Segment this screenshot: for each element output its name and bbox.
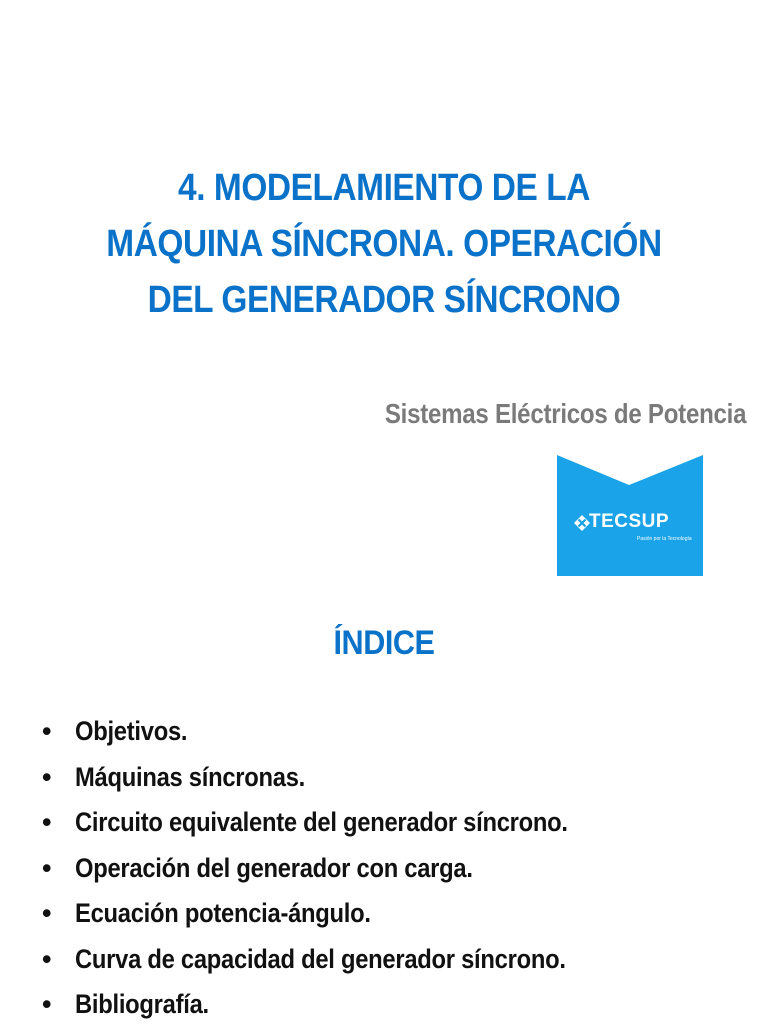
list-item-text: Curva de capacidad del generador síncrono. [75, 943, 566, 974]
title-line-2: MÁQUINA SÍNCRONA. OPERACIÓN [106, 223, 662, 265]
slide-title [81, 160, 686, 328]
tecsup-emblem-icon [574, 515, 590, 531]
title-line-1: 4. MODELAMIENTO DE LA [178, 167, 590, 209]
bullet: • [42, 716, 52, 746]
list-item-text: Circuito equivalente del generador síncrono. [75, 807, 568, 837]
list-item [42, 762, 742, 808]
list-item [42, 807, 742, 853]
list-item-text: Objetivos. [75, 716, 188, 746]
bullet: • [42, 898, 52, 928]
course-subtitle: Sistemas Eléctricos de Potencia [384, 398, 746, 429]
tecsup-logo [557, 455, 703, 576]
list-item-text: Operación del generador con carga. [75, 852, 473, 883]
index-heading: ÍNDICE [333, 624, 435, 662]
bullet: • [42, 852, 52, 883]
bullet: • [42, 943, 52, 974]
list-item [42, 853, 742, 899]
list-item [42, 944, 742, 990]
index-list [42, 716, 742, 1035]
list-item-text: Ecuación potencia-ángulo. [75, 898, 371, 928]
list-item-text: Bibliografía. [75, 989, 209, 1019]
list-item [42, 898, 742, 944]
list-item [42, 989, 742, 1035]
title-line-3: DEL GENERADOR SÍNCRONO [147, 279, 621, 321]
bullet: • [42, 989, 52, 1019]
list-item [42, 716, 742, 762]
bullet: • [42, 761, 52, 792]
logo-tagline: Pasión por la Tecnología [637, 536, 692, 542]
list-item-text: Máquinas síncronas. [75, 761, 306, 792]
logo-wordmark: TECSUP [589, 511, 670, 532]
bullet: • [42, 807, 52, 837]
